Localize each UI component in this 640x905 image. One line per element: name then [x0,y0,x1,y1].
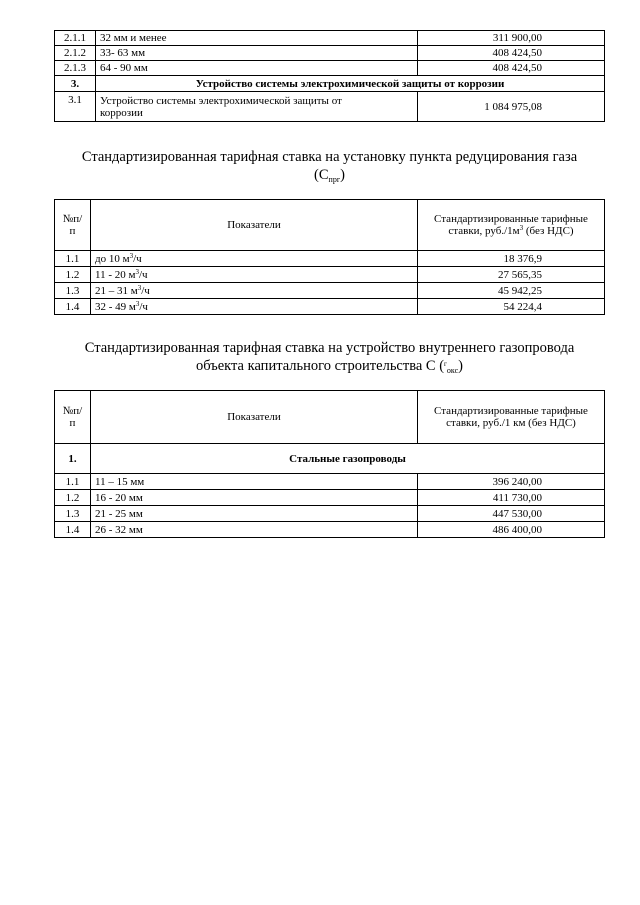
row-label [91,283,418,299]
heading-subscript: окс [446,366,459,375]
header-text: (без НДС) [523,225,574,237]
table-row [55,46,605,61]
row-value: 1 084 975,08 [418,92,605,122]
row-number: 1.2 [55,267,91,283]
label-superscript: 3 [129,251,134,260]
label-unit: /ч [139,300,148,313]
table-row [55,31,605,46]
header-text: Стандартизированные тарифные ставки, руб./1м [434,213,588,237]
row-number: 1.2 [55,490,91,506]
row-number: 2.1.2 [55,46,96,61]
section-number: 3. [55,76,96,92]
row-number: 1.3 [55,506,91,522]
table-header-row [55,200,605,251]
row-label: 16 - 20 мм [91,490,418,506]
label-superscript: 3 [135,267,139,276]
row-number: 1.4 [55,299,91,315]
group-number: 1. [55,444,91,474]
row-number: 3.1 [55,92,96,122]
column-header-rates [418,200,605,251]
table-row [55,61,605,76]
row-label: Устройство системы электрохимической защиты от коррозии [96,92,418,122]
heading-line: Стандартизированная тарифная ставка на установку пункта редуцирования газа [81,149,578,165]
group-title: Стальные газопроводы [91,444,605,474]
row-label [91,299,418,315]
row-number: 1.3 [55,283,91,299]
heading-formula [54,357,605,375]
row-label: 21 - 25 мм [91,506,418,522]
row-label [91,267,418,283]
heading-formula [54,166,605,184]
table-header-row [55,391,605,444]
row-number: 1.1 [55,474,91,490]
row-label: 64 - 90 мм [96,61,418,76]
row-number: 1.4 [55,522,91,538]
heading-text: ) [340,167,345,183]
label-text: до 10 м [95,252,130,265]
row-value: 311 900,00 [418,31,605,46]
row-value: 396 240,00 [418,474,605,490]
row-value: 486 400,00 [418,522,605,538]
row-label: 11 – 15 мм [91,474,418,490]
group-row [55,444,605,474]
table-row [55,474,605,490]
heading-line: Стандартизированная тарифная ставка на устройство внутреннего газопровода [84,340,575,356]
column-header-indicators: Показатели [91,200,418,251]
row-value: 408 424,50 [418,46,605,61]
table-row [55,506,605,522]
heading-text: ) [458,358,464,374]
label-text: 21 – 31 м [95,284,138,297]
row-label: 32 мм и менее [96,31,418,46]
heading-text: (С [314,167,329,183]
internal-pipeline-rates-table [54,390,605,538]
column-header-number: №п/ п [55,200,91,251]
table-row [55,490,605,506]
heading-subscript: прг [328,175,341,184]
table-row [55,92,605,122]
row-label [91,251,418,267]
label-unit: /ч [138,268,148,281]
row-value: 27 565,35 [418,267,605,283]
table-row [55,251,605,267]
table-row [55,522,605,538]
row-value: 411 730,00 [418,490,605,506]
row-value: 447 530,00 [418,506,605,522]
row-value: 54 224,4 [418,299,605,315]
label-superscript: 3 [137,283,142,292]
table-row [55,283,605,299]
heading-text: объекта капитального строительства С ( [195,358,445,374]
row-value: 408 424,50 [418,61,605,76]
heading-superscript: г [444,360,447,368]
label-unit: /ч [133,252,142,265]
section-title: Устройство системы электрохимической защиты от коррозии [96,76,605,92]
row-label: 26 - 32 мм [91,522,418,538]
header-superscript: 3 [519,224,524,232]
row-number: 1.1 [55,251,91,267]
section-heading-gas-reduction [54,148,605,184]
row-number: 2.1.3 [55,61,96,76]
column-header-rates: Стандартизированные тарифные ставки, руб./1 км (без НДС) [418,391,605,444]
label-text: 11 - 20 м [95,268,136,281]
row-value: 18 376,9 [418,251,605,267]
section-row [55,76,605,92]
section-heading-internal-gas-pipeline [54,339,605,375]
gas-reduction-rates-table [54,199,605,315]
table-row [55,299,605,315]
row-label: 33- 63 мм [96,46,418,61]
column-header-number: №п/ п [55,391,91,444]
label-unit: /ч [141,284,150,297]
label-superscript: 3 [135,299,140,308]
label-text: 32 - 49 м [95,300,136,313]
column-header-indicators: Показатели [91,391,418,444]
pipeline-rates-table-continued [54,30,605,122]
row-number: 2.1.1 [55,31,96,46]
row-value: 45 942,25 [418,283,605,299]
table-row [55,267,605,283]
